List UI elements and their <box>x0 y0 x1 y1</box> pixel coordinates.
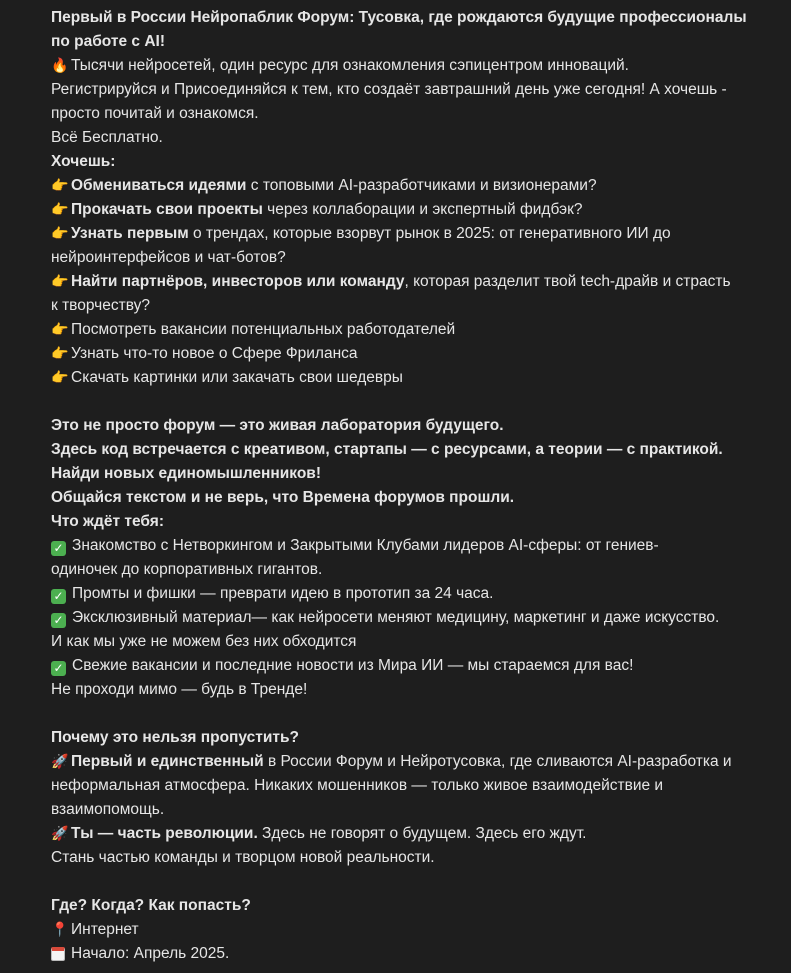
benefit-3-cont: И как мы уже не можем без них обходится <box>51 633 357 650</box>
want-item-4-text: , которая разделит твой tech-драйв и страсть <box>404 273 731 290</box>
want-item-4 <box>51 270 771 294</box>
why-reason-2-text: Здесь не говорят о будущем. Здесь его ждут. <box>257 825 587 842</box>
check-mark-icon: ✓ <box>51 541 66 556</box>
where-start <box>51 942 771 966</box>
why-reason-2-bold: Ты — часть революции. <box>71 825 258 842</box>
benefit-3-text: Эксклюзивный материал— как нейросети меняют медицину, маркетинг и даже искусство. <box>72 609 720 626</box>
where-heading: Где? Когда? Как попасть? <box>51 897 251 914</box>
forum-post <box>51 6 771 966</box>
why-heading: Почему это нельзя пропустить? <box>51 729 299 746</box>
why-reason-1-bold: Первый и единственный <box>71 753 264 770</box>
why-reason-1 <box>51 750 771 774</box>
lab-line-4: Общайся текстом и не верь, что Времена форумов прошли. <box>51 489 515 506</box>
benefit-1-cont: одиночек до корпоративных гигантов. <box>51 561 323 578</box>
check-mark-icon: ✓ <box>51 613 66 628</box>
want-item-4-bold: Найти партнёров, инвесторов или команду <box>71 273 405 290</box>
lab-line-5: Что ждёт тебя: <box>51 513 164 530</box>
want-heading: Хочешь: <box>51 153 116 170</box>
benefit-4-text: Свежие вакансии и последние новости из Мира ИИ — мы стараемся для вас! <box>72 657 634 674</box>
why-reason-1-cont-1: неформальная атмосфера. Никаких мошенников — только живое взаимодействие и <box>51 777 664 794</box>
want-item-2 <box>51 198 771 222</box>
why-reason-2 <box>51 822 771 846</box>
want-item-3-cont: нейроинтерфейсов и чат-ботов? <box>51 249 286 266</box>
want-item-3-text: о трендах, которые взорвут рынок в 2025: от генеративного ИИ до <box>188 225 671 242</box>
want-item-2-bold: Прокачать свои проекты <box>71 201 263 218</box>
benefits-closing: Не проходи мимо — будь в Тренде! <box>51 681 308 698</box>
pointing-hand-icon: 👉 <box>51 202 69 218</box>
want-item-4-cont: к творчеству? <box>51 297 150 314</box>
intro-text-1: Тысячи нейросетей, один ресурс для ознакомления сэпицентром инноваций. <box>71 57 629 74</box>
want-item-7 <box>51 366 771 390</box>
post-title-line-2: по работе с AI! <box>51 33 165 50</box>
lab-line-1: Это не просто форум — это живая лаборатория будущего. <box>51 417 504 434</box>
want-item-2-text: через коллаборации и экспертный фидбэк? <box>262 201 583 218</box>
spacer <box>51 390 771 414</box>
check-mark-icon: ✓ <box>51 589 66 604</box>
spacer <box>51 702 771 726</box>
want-item-5-text: Посмотреть вакансии потенциальных работодателей <box>71 321 456 338</box>
pointing-hand-icon: 👉 <box>51 178 69 194</box>
intro-line-4: Всё Бесплатно. <box>51 129 163 146</box>
location-pin-icon: 📍 <box>51 922 69 938</box>
benefit-1-text: Знакомство с Нетворкингом и Закрытыми Клубами лидеров AI-сферы: от гениев- <box>72 537 659 554</box>
want-item-1-text: с топовыми AI-разработчиками и визионерами? <box>246 177 597 194</box>
want-item-1-bold: Обмениваться идеями <box>71 177 247 194</box>
benefit-2-text: Промты и фишки — преврати идею в прототип за 24 часа. <box>72 585 494 602</box>
pointing-hand-icon: 👉 <box>51 274 69 290</box>
rocket-icon: 🚀 <box>51 754 69 770</box>
post-title-line-1: Первый в России Нейропаблик Форум: Тусовка, где рождаются будущие профессионалы <box>51 9 747 26</box>
want-item-7-text: Скачать картинки или закачать свои шедевры <box>71 369 403 386</box>
why-reason-1-text: в России Форум и Нейротусовка, где сливаются AI-разработка и <box>263 753 732 770</box>
intro-line-2: Регистрируйся и Присоединяйся к тем, кто создаёт завтрашний день уже сегодня! А хочешь - <box>51 81 727 98</box>
rocket-icon: 🚀 <box>51 826 69 842</box>
why-reason-1-cont-2: взаимопомощь. <box>51 801 165 818</box>
benefit-2 <box>51 582 771 606</box>
pointing-hand-icon: 👉 <box>51 226 69 242</box>
lab-line-3: Найди новых единомышленников! <box>51 465 322 482</box>
want-item-3-bold: Узнать первым <box>71 225 189 242</box>
benefit-1 <box>51 534 771 558</box>
want-item-3 <box>51 222 771 246</box>
pointing-hand-icon: 👉 <box>51 346 69 362</box>
pointing-hand-icon: 👉 <box>51 370 69 386</box>
calendar-icon <box>51 947 65 961</box>
want-item-6 <box>51 342 771 366</box>
benefit-4 <box>51 654 771 678</box>
intro-line-3: просто почитай и ознакомся. <box>51 105 259 122</box>
fire-icon: 🔥 <box>51 58 69 74</box>
check-mark-icon: ✓ <box>51 661 66 676</box>
where-place <box>51 918 771 942</box>
want-item-1 <box>51 174 771 198</box>
where-start-text: Начало: Апрель 2025. <box>71 945 230 962</box>
intro-line-1 <box>51 54 771 78</box>
want-item-5 <box>51 318 771 342</box>
why-closing: Стань частью команды и творцом новой реальности. <box>51 849 435 866</box>
want-item-6-text: Узнать что-то новое о Сфере Фриланса <box>71 345 358 362</box>
benefit-3 <box>51 606 771 630</box>
spacer <box>51 870 771 894</box>
pointing-hand-icon: 👉 <box>51 322 69 338</box>
where-place-text: Интернет <box>71 921 139 938</box>
lab-line-2: Здесь код встречается с креативом, стартапы — с ресурсами, а теории — с практикой. <box>51 441 723 458</box>
